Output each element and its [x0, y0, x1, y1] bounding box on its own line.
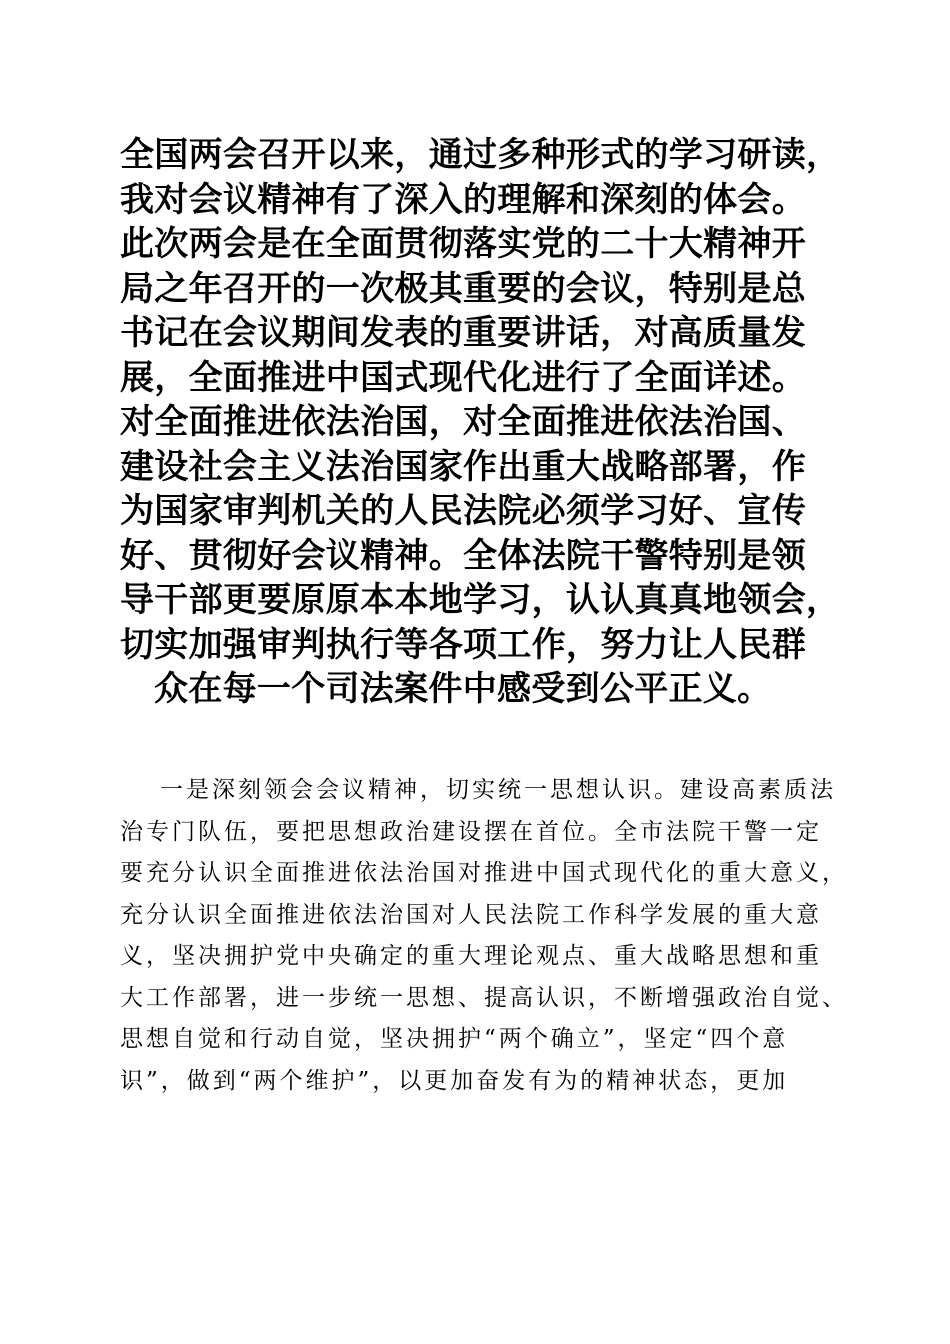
heading-line: 展，全面推进中国式现代化进行了全面详述。 [120, 357, 806, 398]
heading-paragraph [120, 133, 840, 712]
heading-line: 对全面推进依法治国，对全面推进依法治国、 [120, 402, 806, 442]
heading-line: 局之年召开的一次极其重要的会议，特别是总 [120, 268, 806, 309]
heading-line: 全国两会召开以来，通过多种形式的学习研读， [120, 135, 841, 175]
heading-line: 此次两会是在全面贯彻落实党的二十大精神开 [120, 224, 806, 264]
body-line: 充分认识全面推进依法治国对人民法院工作科学发展的重大意 [120, 901, 822, 928]
body-line: 识”，做到“两个维护”，以更加奋发有为的精神状态，更加 [120, 1067, 789, 1094]
body-paragraph [120, 770, 848, 1102]
heading-line: 众在每一个司法案件中感受到公平正义。 [154, 669, 772, 709]
heading-line: 好、贯彻好会议精神。全体法院干警特别是领 [120, 535, 806, 576]
body-line: 义，坚决拥护党中央确定的重大理论观点、重大战略思想和重 [120, 943, 822, 969]
body-line: 大工作部署，进一步统一思想、提高认识，不断增强政治自觉、 [120, 984, 848, 1011]
heading-line: 为国家审判机关的人民法院必须学习好、宣传 [120, 491, 806, 531]
heading-line: 建设社会主义法治国家作出重大战略部署，作 [120, 446, 806, 487]
body-line: 要充分认识全面推进依法治国对推进中国式现代化的重大意义， [120, 860, 848, 886]
heading-line: 导干部更要原原本本地学习，认认真真地领会， [120, 580, 841, 620]
body-line: 一是深刻领会会议精神，切实统一思想认识。建设高素质法 [160, 777, 836, 803]
heading-line: 切实加强审判执行等各项工作，努力让人民群 [120, 624, 806, 665]
heading-line: 书记在会议期间发表的重要讲话，对高质量发 [120, 313, 806, 353]
body-line: 思想自觉和行动自觉，坚决拥护“两个确立”，坚定“四个意 [120, 1026, 789, 1052]
heading-line: 我对会议精神有了深入的理解和深刻的体会。 [120, 179, 806, 220]
body-line: 治专门队伍，要把思想政治建设摆在首位。全市法院干警一定 [120, 818, 822, 845]
